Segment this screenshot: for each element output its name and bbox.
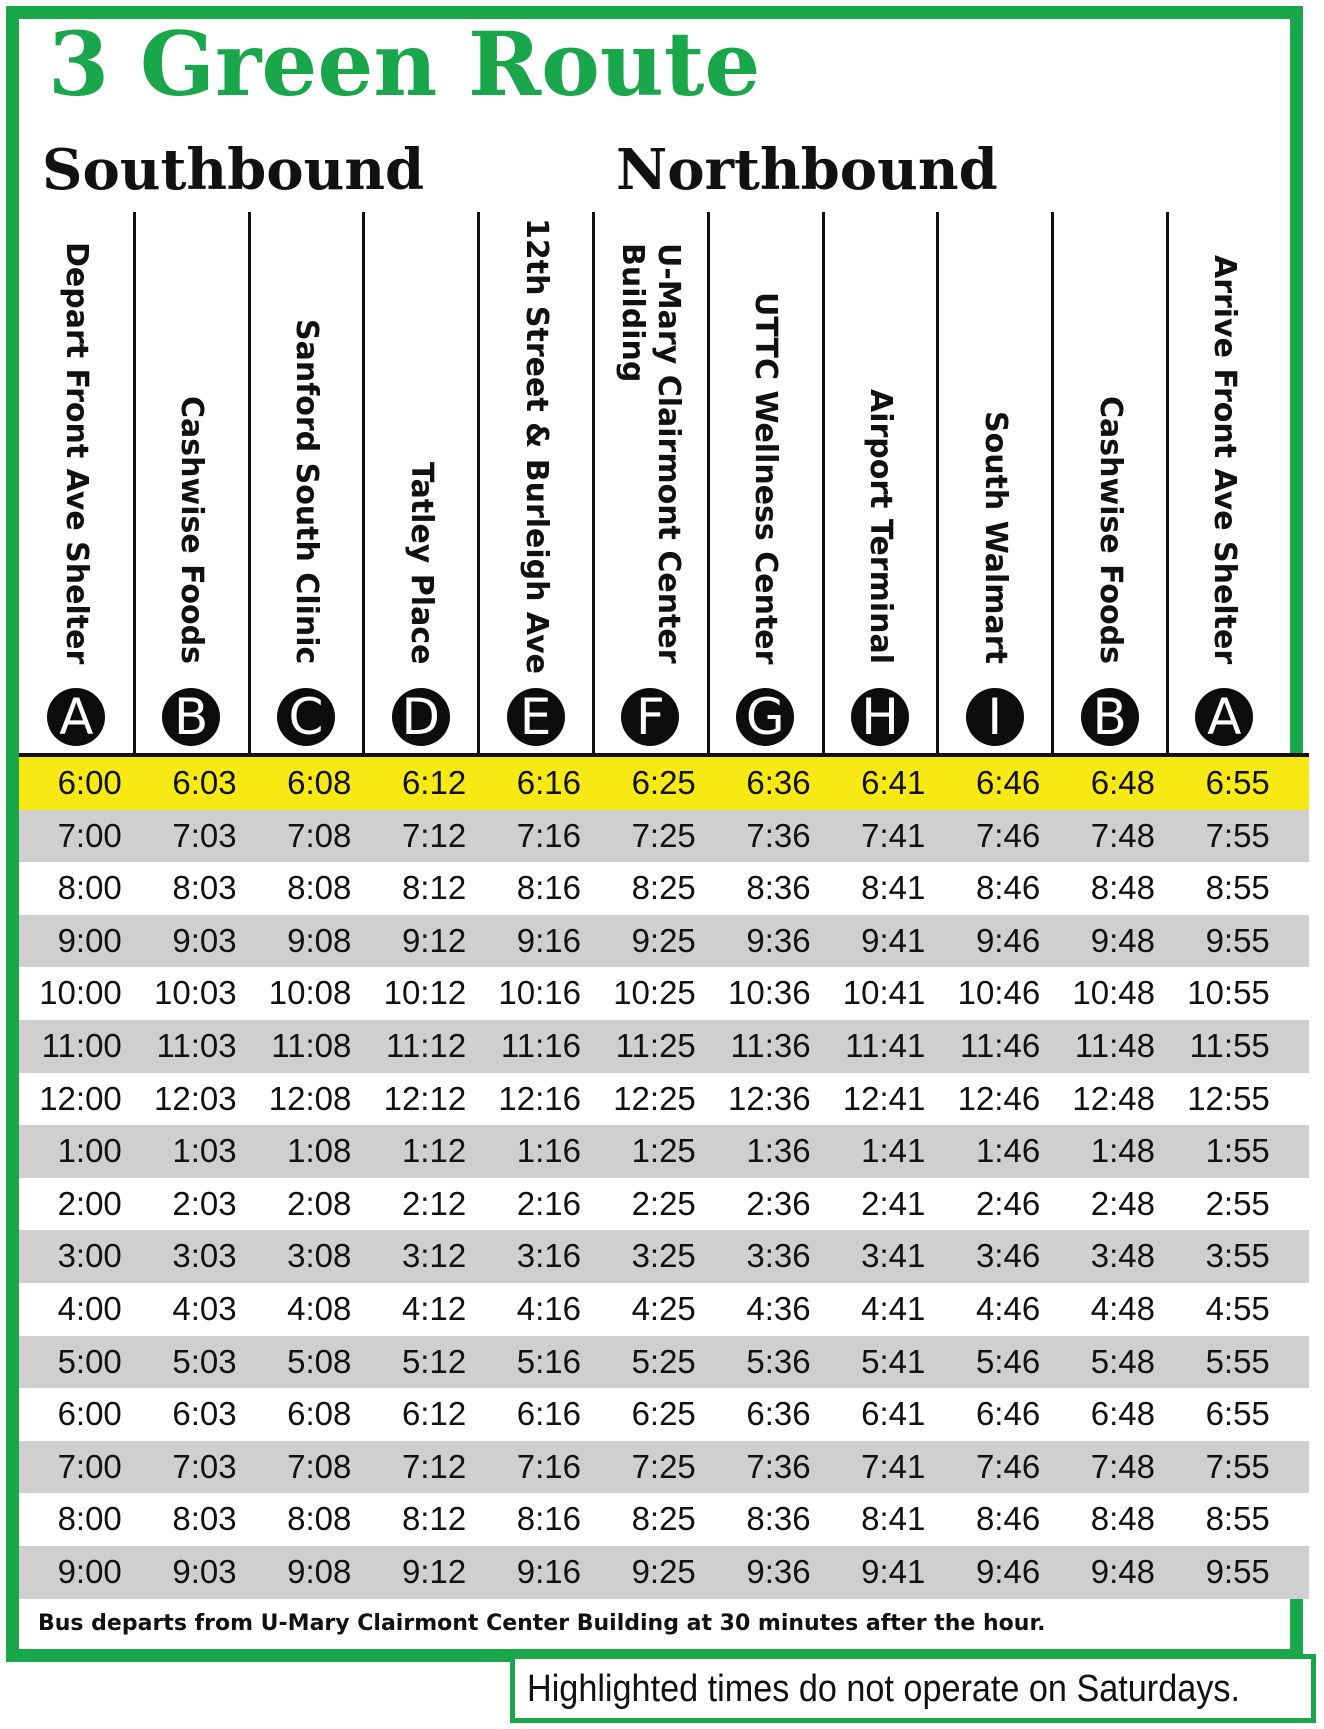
- time-cell: 4:48: [1090, 1289, 1155, 1327]
- time-cell: 4:25: [631, 1289, 696, 1327]
- time-cell: 8:00: [57, 869, 122, 907]
- time-cell: 7:16: [516, 1447, 581, 1485]
- time-cell: 5:46: [975, 1342, 1041, 1380]
- time-cell: 7:48: [1090, 1447, 1155, 1485]
- stop-name-line: Sanford South Clinic: [289, 319, 324, 665]
- stop-name-line: Airport Terminal: [863, 389, 898, 665]
- time-cell: 10:36: [728, 974, 811, 1012]
- time-cell: 3:12: [401, 1237, 467, 1275]
- time-cell: 8:41: [861, 869, 926, 907]
- time-cell: 6:00: [57, 764, 122, 801]
- stop-letter-badge: F: [621, 688, 679, 746]
- time-cell: 8:03: [172, 869, 237, 907]
- time-cell: 7:03: [172, 816, 237, 854]
- time-cell: 6:08: [287, 1395, 352, 1433]
- time-cell: 1:12: [401, 1132, 467, 1170]
- time-cell: 12:08: [268, 1079, 352, 1117]
- time-cell: 8:03: [172, 1500, 237, 1538]
- time-cell: 8:48: [1090, 869, 1155, 907]
- time-cell: 3:25: [631, 1237, 696, 1275]
- time-cell: 4:46: [975, 1289, 1041, 1327]
- time-cell: 4:08: [287, 1289, 352, 1327]
- time-cell: 5:36: [746, 1342, 811, 1380]
- time-cell: 9:16: [516, 1552, 581, 1590]
- time-cell: 6:46: [975, 764, 1041, 801]
- column-divider: [477, 212, 480, 756]
- time-cell: 2:03: [172, 1184, 237, 1222]
- time-cell: 1:25: [631, 1132, 696, 1170]
- time-cell: 2:25: [631, 1184, 696, 1222]
- time-cell: 3:03: [172, 1237, 237, 1275]
- table-row: [19, 1178, 1309, 1231]
- time-cell: 6:46: [975, 1395, 1041, 1433]
- table-row: [19, 1020, 1309, 1073]
- time-cell: 1:46: [975, 1132, 1041, 1170]
- time-cell: 8:25: [631, 869, 696, 907]
- stop-letter-badge: I: [966, 688, 1024, 746]
- time-cell: 11:03: [156, 1026, 237, 1064]
- stop-letter-badge: B: [162, 688, 220, 746]
- time-cell: 8:48: [1090, 1500, 1155, 1538]
- time-cell: 12:55: [1187, 1079, 1270, 1117]
- stop-name: [614, 243, 686, 664]
- time-cell: 9:48: [1090, 921, 1155, 959]
- time-cell: 9:41: [861, 921, 926, 959]
- time-cell: 11:12: [386, 1026, 467, 1064]
- time-cell: 10:16: [498, 974, 581, 1012]
- time-cell: 9:55: [1205, 1552, 1270, 1590]
- time-cell: 6:12: [401, 1395, 467, 1433]
- time-cell: 9:46: [975, 921, 1041, 959]
- stop-name-line: Cashwise Foods: [1092, 396, 1128, 664]
- time-cell: 7:25: [631, 816, 696, 854]
- column-divider: [707, 212, 710, 756]
- stop-letter-badge: D: [392, 688, 450, 746]
- stop-letter-badge: C: [277, 688, 335, 746]
- stop-name: [747, 292, 783, 664]
- time-cell: 10:46: [957, 974, 1041, 1012]
- time-cell: 7:00: [57, 816, 122, 854]
- time-cell: 9:08: [287, 921, 352, 959]
- time-cell: 6:03: [172, 764, 237, 801]
- time-cell: 7:46: [975, 1447, 1041, 1485]
- table-row: [19, 1388, 1309, 1441]
- time-cell: 1:48: [1090, 1132, 1155, 1170]
- stop-name: [1206, 255, 1242, 664]
- stop-name: [288, 319, 324, 664]
- time-cell: 9:12: [401, 1552, 467, 1590]
- time-cell: 7:55: [1205, 1447, 1270, 1485]
- time-cell: 9:12: [401, 921, 467, 959]
- time-cell: 10:25: [613, 974, 696, 1012]
- stop-letter-badge: E: [507, 688, 565, 746]
- time-cell: 6:41: [861, 1395, 926, 1433]
- column-divider: [248, 212, 251, 756]
- stop-name-line: South Walmart: [977, 411, 1013, 664]
- time-cell: 11:36: [730, 1026, 811, 1064]
- stop-name-line: Tatley Place: [403, 462, 439, 665]
- time-cell: 7:46: [975, 816, 1041, 854]
- stop-name: [977, 411, 1013, 664]
- time-cell: 6:41: [861, 764, 926, 801]
- time-cell: 6:36: [746, 764, 811, 801]
- time-cell: 6:25: [631, 764, 696, 801]
- table-row: [19, 1336, 1309, 1389]
- table-row: [19, 1283, 1309, 1336]
- time-cell: 8:55: [1205, 1500, 1270, 1538]
- time-cell: 1:03: [172, 1132, 237, 1170]
- time-cell: 9:00: [57, 921, 122, 959]
- column-divider: [822, 212, 825, 756]
- column-divider: [133, 212, 136, 756]
- time-cell: 5:03: [172, 1342, 237, 1380]
- time-cell: 7:36: [746, 816, 811, 854]
- time-cell: 8:36: [746, 869, 811, 907]
- time-cell: 11:08: [271, 1026, 352, 1064]
- time-cell: 3:00: [57, 1237, 122, 1275]
- time-cell: 9:36: [746, 1552, 811, 1590]
- stop-name: [58, 242, 94, 664]
- time-cell: 7:55: [1205, 816, 1270, 854]
- time-cell: 1:36: [746, 1132, 811, 1170]
- time-cell: 2:55: [1205, 1184, 1270, 1222]
- time-cell: 3:16: [516, 1237, 581, 1275]
- time-cell: 5:16: [516, 1342, 581, 1380]
- time-cell: 12:16: [498, 1079, 581, 1117]
- time-cell: 5:25: [631, 1342, 696, 1380]
- time-cell: 3:08: [287, 1237, 352, 1275]
- table-row: [19, 915, 1309, 968]
- time-cell: 6:48: [1090, 764, 1155, 801]
- time-cell: 1:55: [1205, 1132, 1270, 1170]
- southbound-heading: Southbound: [42, 137, 425, 203]
- time-cell: 6:12: [401, 764, 467, 801]
- time-cell: 4:36: [746, 1289, 811, 1327]
- time-cell: 8:46: [975, 1500, 1041, 1538]
- time-cell: 12:25: [613, 1079, 696, 1117]
- time-cell: 7:41: [861, 816, 926, 854]
- time-cell: 7:08: [287, 1447, 352, 1485]
- stop-name: [1092, 396, 1128, 664]
- time-cell: 6:36: [746, 1395, 811, 1433]
- time-cell: 6:16: [516, 1395, 581, 1433]
- time-cell: 3:55: [1205, 1237, 1270, 1275]
- time-cell: 3:48: [1090, 1237, 1155, 1275]
- time-cell: 2:12: [401, 1184, 467, 1222]
- time-cell: 2:48: [1090, 1184, 1155, 1222]
- time-cell: 2:16: [516, 1184, 581, 1222]
- time-cell: 10:00: [39, 974, 122, 1012]
- time-cell: 5:00: [57, 1342, 122, 1380]
- time-cell: 12:03: [154, 1079, 237, 1117]
- time-cell: 7:03: [172, 1447, 237, 1485]
- northbound-heading: Northbound: [616, 137, 998, 203]
- time-cell: 6:03: [172, 1395, 237, 1433]
- time-cell: 7:25: [631, 1447, 696, 1485]
- time-cell: 1:00: [57, 1132, 122, 1170]
- time-cell: 9:08: [287, 1552, 352, 1590]
- time-cell: 7:12: [401, 816, 467, 854]
- time-cell: 7:48: [1090, 816, 1155, 854]
- time-cell: 11:41: [845, 1026, 926, 1064]
- stop-name: [403, 462, 439, 664]
- time-cell: 2:00: [57, 1184, 122, 1222]
- time-cell: 4:00: [57, 1289, 122, 1327]
- time-cell: 5:41: [861, 1342, 926, 1380]
- time-cell: 11:16: [500, 1026, 581, 1064]
- table-row: [19, 1230, 1309, 1283]
- time-cell: 3:36: [746, 1237, 811, 1275]
- time-cell: 1:16: [516, 1132, 581, 1170]
- time-cell: 7:08: [287, 816, 352, 854]
- time-cell: 11:25: [615, 1026, 696, 1064]
- time-cell: 2:36: [746, 1184, 811, 1222]
- time-cell: 8:16: [516, 869, 581, 907]
- time-cell: 6:00: [57, 1395, 122, 1433]
- time-cell: 10:08: [268, 974, 352, 1012]
- time-cell: 4:12: [401, 1289, 467, 1327]
- time-cell: 8:08: [287, 869, 352, 907]
- stop-name-line: Cashwise Foods: [174, 396, 210, 664]
- time-cell: 8:36: [746, 1500, 811, 1538]
- stop-name: [173, 396, 209, 664]
- time-cell: 8:00: [57, 1500, 122, 1538]
- time-cell: 7:36: [746, 1447, 811, 1485]
- time-cell: 10:55: [1187, 974, 1270, 1012]
- time-cell: 6:16: [516, 764, 581, 801]
- table-row: [19, 1073, 1309, 1126]
- time-cell: 9:36: [746, 921, 811, 959]
- time-cell: 2:08: [287, 1184, 352, 1222]
- table-row: [19, 1441, 1309, 1494]
- time-cell: 7:12: [401, 1447, 467, 1485]
- time-cell: 12:00: [39, 1079, 122, 1117]
- stop-letter-badge: B: [1081, 688, 1139, 746]
- time-cell: 11:46: [960, 1026, 1041, 1064]
- time-cell: 6:48: [1090, 1395, 1155, 1433]
- time-cell: 1:08: [287, 1132, 352, 1170]
- time-cell: 8:55: [1205, 869, 1270, 907]
- time-cell: 12:46: [957, 1079, 1041, 1117]
- stop-letter-badge: A: [1195, 688, 1253, 746]
- stop-letter-badge: A: [47, 688, 105, 746]
- table-row: [19, 810, 1309, 863]
- time-cell: 3:41: [861, 1237, 926, 1275]
- stop-name-line: U-Mary Clairmont Center: [651, 243, 687, 664]
- time-cell: 8:41: [861, 1500, 926, 1538]
- time-cell: 11:55: [1189, 1026, 1270, 1064]
- time-cell: 12:48: [1072, 1079, 1155, 1117]
- time-cell: 9:46: [975, 1552, 1041, 1590]
- stop-name-line: 12th Street & Burleigh Ave: [518, 218, 554, 674]
- time-cell: 7:41: [861, 1447, 926, 1485]
- stop-letter-badge: H: [851, 688, 909, 746]
- time-cell: 12:36: [728, 1079, 811, 1117]
- stop-name-line: Arrive Front Ave Shelter: [1207, 255, 1243, 665]
- time-cell: 12:12: [383, 1079, 467, 1117]
- time-cell: 8:12: [401, 869, 467, 907]
- time-cell: 9:25: [631, 921, 696, 959]
- table-row: [19, 757, 1309, 810]
- saturday-note: Highlighted times do not operate on Saturdays.: [527, 1668, 1240, 1710]
- time-cell: 11:00: [41, 1026, 122, 1064]
- time-cell: 8:25: [631, 1500, 696, 1538]
- time-cell: 9:16: [516, 921, 581, 959]
- time-cell: 6:55: [1205, 1395, 1270, 1433]
- time-cell: 9:00: [57, 1552, 122, 1590]
- time-cell: 10:48: [1072, 974, 1155, 1012]
- time-cell: 5:12: [401, 1342, 467, 1380]
- stop-name-line: Building: [615, 243, 651, 383]
- time-cell: 6:55: [1205, 764, 1270, 801]
- table-row: [19, 1125, 1309, 1178]
- time-cell: 6:08: [287, 764, 352, 801]
- time-cell: 5:48: [1090, 1342, 1155, 1380]
- footnote: Bus departs from U-Mary Clairmont Center Building at 30 minutes after the hour.: [38, 1611, 1046, 1636]
- time-cell: 5:55: [1205, 1342, 1270, 1380]
- table-row: [19, 1546, 1309, 1599]
- route-title: 3 Green Route: [48, 12, 761, 116]
- time-cell: 8:08: [287, 1500, 352, 1538]
- time-cell: 9:03: [172, 921, 237, 959]
- table-row: [19, 862, 1309, 915]
- time-cell: 10:12: [383, 974, 467, 1012]
- time-cell: 9:55: [1205, 921, 1270, 959]
- time-cell: 12:41: [842, 1079, 926, 1117]
- time-cell: 4:03: [172, 1289, 237, 1327]
- time-cell: 8:16: [516, 1500, 581, 1538]
- stop-letter-badge: G: [736, 688, 794, 746]
- column-divider: [362, 212, 365, 756]
- time-cell: 7:16: [516, 816, 581, 854]
- time-cell: 4:41: [861, 1289, 926, 1327]
- column-divider: [592, 212, 595, 756]
- time-cell: 9:41: [861, 1552, 926, 1590]
- time-cell: 11:48: [1074, 1026, 1155, 1064]
- column-divider: [936, 212, 939, 756]
- table-row: [19, 1493, 1309, 1546]
- time-cell: 8:46: [975, 869, 1041, 907]
- stop-name: [862, 389, 898, 664]
- time-cell: 7:00: [57, 1447, 122, 1485]
- time-cell: 8:12: [401, 1500, 467, 1538]
- time-cell: 3:46: [975, 1237, 1041, 1275]
- column-divider: [1166, 212, 1169, 756]
- time-cell: 4:16: [516, 1289, 581, 1327]
- time-cell: 9:03: [172, 1552, 237, 1590]
- saturday-note-box: [510, 1654, 1316, 1723]
- time-cell: 5:08: [287, 1342, 352, 1380]
- schedule-table: [19, 757, 1309, 1599]
- time-cell: 10:03: [154, 974, 237, 1012]
- time-cell: 6:25: [631, 1395, 696, 1433]
- column-divider: [1051, 212, 1054, 756]
- time-cell: 2:41: [861, 1184, 926, 1222]
- time-cell: 9:25: [631, 1552, 696, 1590]
- stop-name: [518, 218, 554, 674]
- stop-name-line: UTTC Wellness Center: [748, 292, 784, 665]
- stop-name-line: Depart Front Ave Shelter: [59, 242, 95, 665]
- time-cell: 2:46: [975, 1184, 1041, 1222]
- table-row: [19, 967, 1309, 1020]
- time-cell: 4:55: [1205, 1289, 1270, 1327]
- time-cell: 9:48: [1090, 1552, 1155, 1590]
- time-cell: 10:41: [842, 974, 926, 1012]
- time-cell: 1:41: [861, 1132, 926, 1170]
